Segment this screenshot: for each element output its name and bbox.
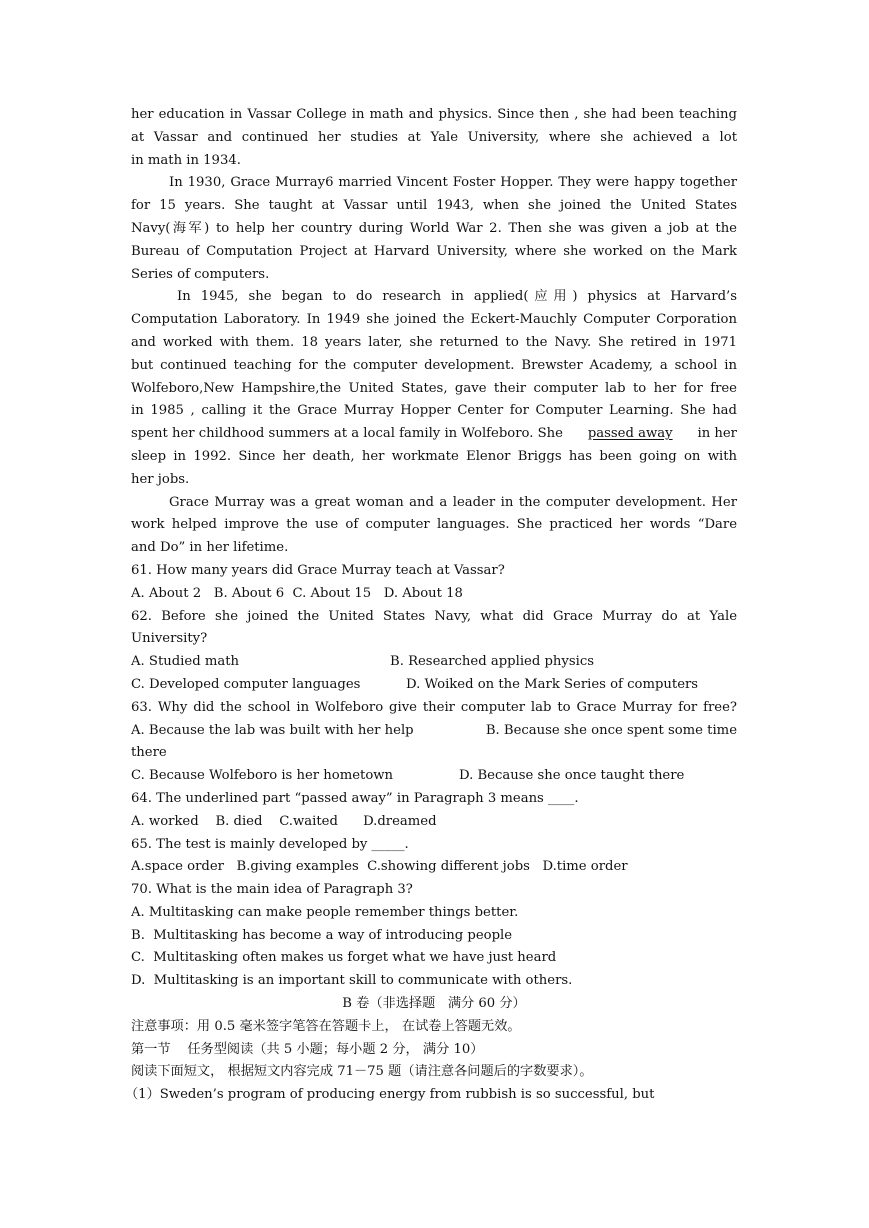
text-line: at Vassar and continued her studies at Yale University, where she achieved a lot bbox=[131, 129, 737, 145]
text-line: （1）Sweden’s program of producing energy from rubbish is so successful, but bbox=[125, 1087, 655, 1103]
notice-text: 注意事项：用 0.5 毫米签字笔答在答题卡上， 在试卷上答题无效。 bbox=[131, 1018, 521, 1034]
option-row bbox=[131, 674, 737, 697]
question-65 bbox=[131, 834, 737, 880]
text-line: In 1930, Grace Murray6 married Vincent Foster Hopper. They were happy together bbox=[169, 175, 737, 191]
option-c: C. Multitasking often makes us forget what we have just heard bbox=[131, 950, 557, 966]
question-stem: 70. What is the main idea of Paragraph 3? bbox=[131, 882, 413, 898]
option-a: A. Studied math bbox=[131, 654, 239, 670]
option-d: D. Woiked on the Mark Series of computers bbox=[406, 676, 699, 692]
text-line: Grace Murray was a great woman and a leader in the computer development. Her bbox=[169, 494, 737, 510]
text-line: In 1945, she began to do research in applied(应用) physics at Harvard’s bbox=[177, 289, 737, 305]
question-63 bbox=[131, 697, 737, 788]
option-c: C. Because Wolfeboro is her hometown bbox=[131, 768, 394, 784]
exam-page bbox=[125, 104, 737, 1107]
text-segment: in her bbox=[693, 426, 737, 442]
question-64 bbox=[131, 788, 737, 834]
text-line: Wolfeboro,New Hampshire,the United States, gave their computer lab to her for free bbox=[131, 380, 737, 396]
text-line: Computation Laboratory. In 1949 she joined the Eckert-Mauchly Computer Corporation bbox=[131, 312, 737, 328]
text-line: but continued teaching for the computer development. Brewster Academy, a school in bbox=[131, 357, 737, 373]
question-62 bbox=[131, 606, 737, 697]
option-row bbox=[131, 651, 737, 674]
text-line: Series of computers. bbox=[131, 266, 270, 282]
option-c: C. Developed computer languages bbox=[131, 676, 361, 692]
text-line: sleep in 1992. Since her death, her workmate Elenor Briggs has been going on with bbox=[131, 448, 737, 464]
option-b: B. Because she once spent some time bbox=[485, 722, 737, 738]
question-stem: 61. How many years did Grace Murray teach at Vassar? bbox=[131, 562, 505, 578]
option-row bbox=[131, 765, 737, 788]
part-heading: 第一节 任务型阅读（共 5 小题；每小题 2 分， 满分 10） bbox=[131, 1041, 484, 1057]
text-line: her jobs. bbox=[131, 471, 190, 487]
question-stem: University? bbox=[131, 631, 208, 647]
text-line: her education in Vassar College in math and physics. Since then , she had been teaching bbox=[131, 107, 737, 122]
option-d: D. Because she once taught there bbox=[459, 768, 685, 784]
section-b bbox=[125, 993, 737, 1107]
paragraph-4 bbox=[131, 492, 737, 560]
option-b-continued: there bbox=[131, 745, 167, 761]
option-a: A. Multitasking can make people remember things better. bbox=[131, 904, 519, 920]
text-line: and worked with them. 18 years later, she returned to the Navy. She retired in 1971 bbox=[131, 334, 737, 350]
option-b: B. Multitasking has become a way of introducing people bbox=[131, 927, 513, 943]
text-line: work helped improve the use of computer languages. She practiced her words “Dare bbox=[131, 517, 737, 533]
question-61 bbox=[131, 560, 737, 606]
text-line: in 1985 , calling it the Grace Murray Hopper Center for Computer Learning. She had bbox=[131, 403, 737, 419]
question-options: A.space order B.giving examples C.showing different jobs D.time order bbox=[131, 859, 628, 875]
question-options: A. About 2 B. About 6 C. About 15 D. About 18 bbox=[131, 585, 463, 601]
option-b: B. Researched applied physics bbox=[390, 654, 595, 670]
option-d: D. Multitasking is an important skill to communicate with others. bbox=[131, 973, 573, 989]
question-stem: 64. The underlined part “passed away” in Paragraph 3 means ____. bbox=[131, 790, 579, 806]
option-a: A. Because the lab was built with her help bbox=[131, 722, 414, 738]
text-line bbox=[131, 423, 737, 446]
option-row bbox=[131, 720, 737, 743]
question-stem: 62. Before she joined the United States Navy, what did Grace Murray do at Yale bbox=[131, 608, 737, 624]
text-line: for 15 years. She taught at Vassar until 1943, when she joined the United States bbox=[131, 198, 737, 214]
text-segment: spent her childhood summers at a local family in Wolfeboro. She bbox=[131, 426, 568, 442]
instruction-text: 阅读下面短文， 根据短文内容完成 71－75 题（请注意各问题后的字数要求）。 bbox=[131, 1064, 593, 1080]
underlined-phrase: passed away bbox=[587, 426, 673, 442]
question-stem: 63. Why did the school in Wolfeboro give their computer lab to Grace Murray for free? bbox=[131, 699, 737, 715]
question-70 bbox=[131, 879, 737, 993]
text-line: Navy(海军) to help her country during World War 2. Then she was given a job at the bbox=[131, 220, 737, 236]
paragraph-2 bbox=[131, 172, 737, 286]
section-title: B 卷（非选择题 满分 60 分） bbox=[342, 996, 526, 1012]
paragraph-3 bbox=[131, 286, 737, 491]
text-line: in math in 1934. bbox=[131, 152, 241, 168]
question-options: A. worked B. died C.waited D.dreamed bbox=[131, 813, 437, 829]
paragraph-1 bbox=[131, 104, 737, 172]
text-line: and Do” in her lifetime. bbox=[131, 540, 289, 556]
question-stem: 65. The test is mainly developed by _____. bbox=[131, 836, 409, 852]
text-line: Bureau of Computation Project at Harvard University, where she worked on the Mark bbox=[131, 243, 737, 259]
